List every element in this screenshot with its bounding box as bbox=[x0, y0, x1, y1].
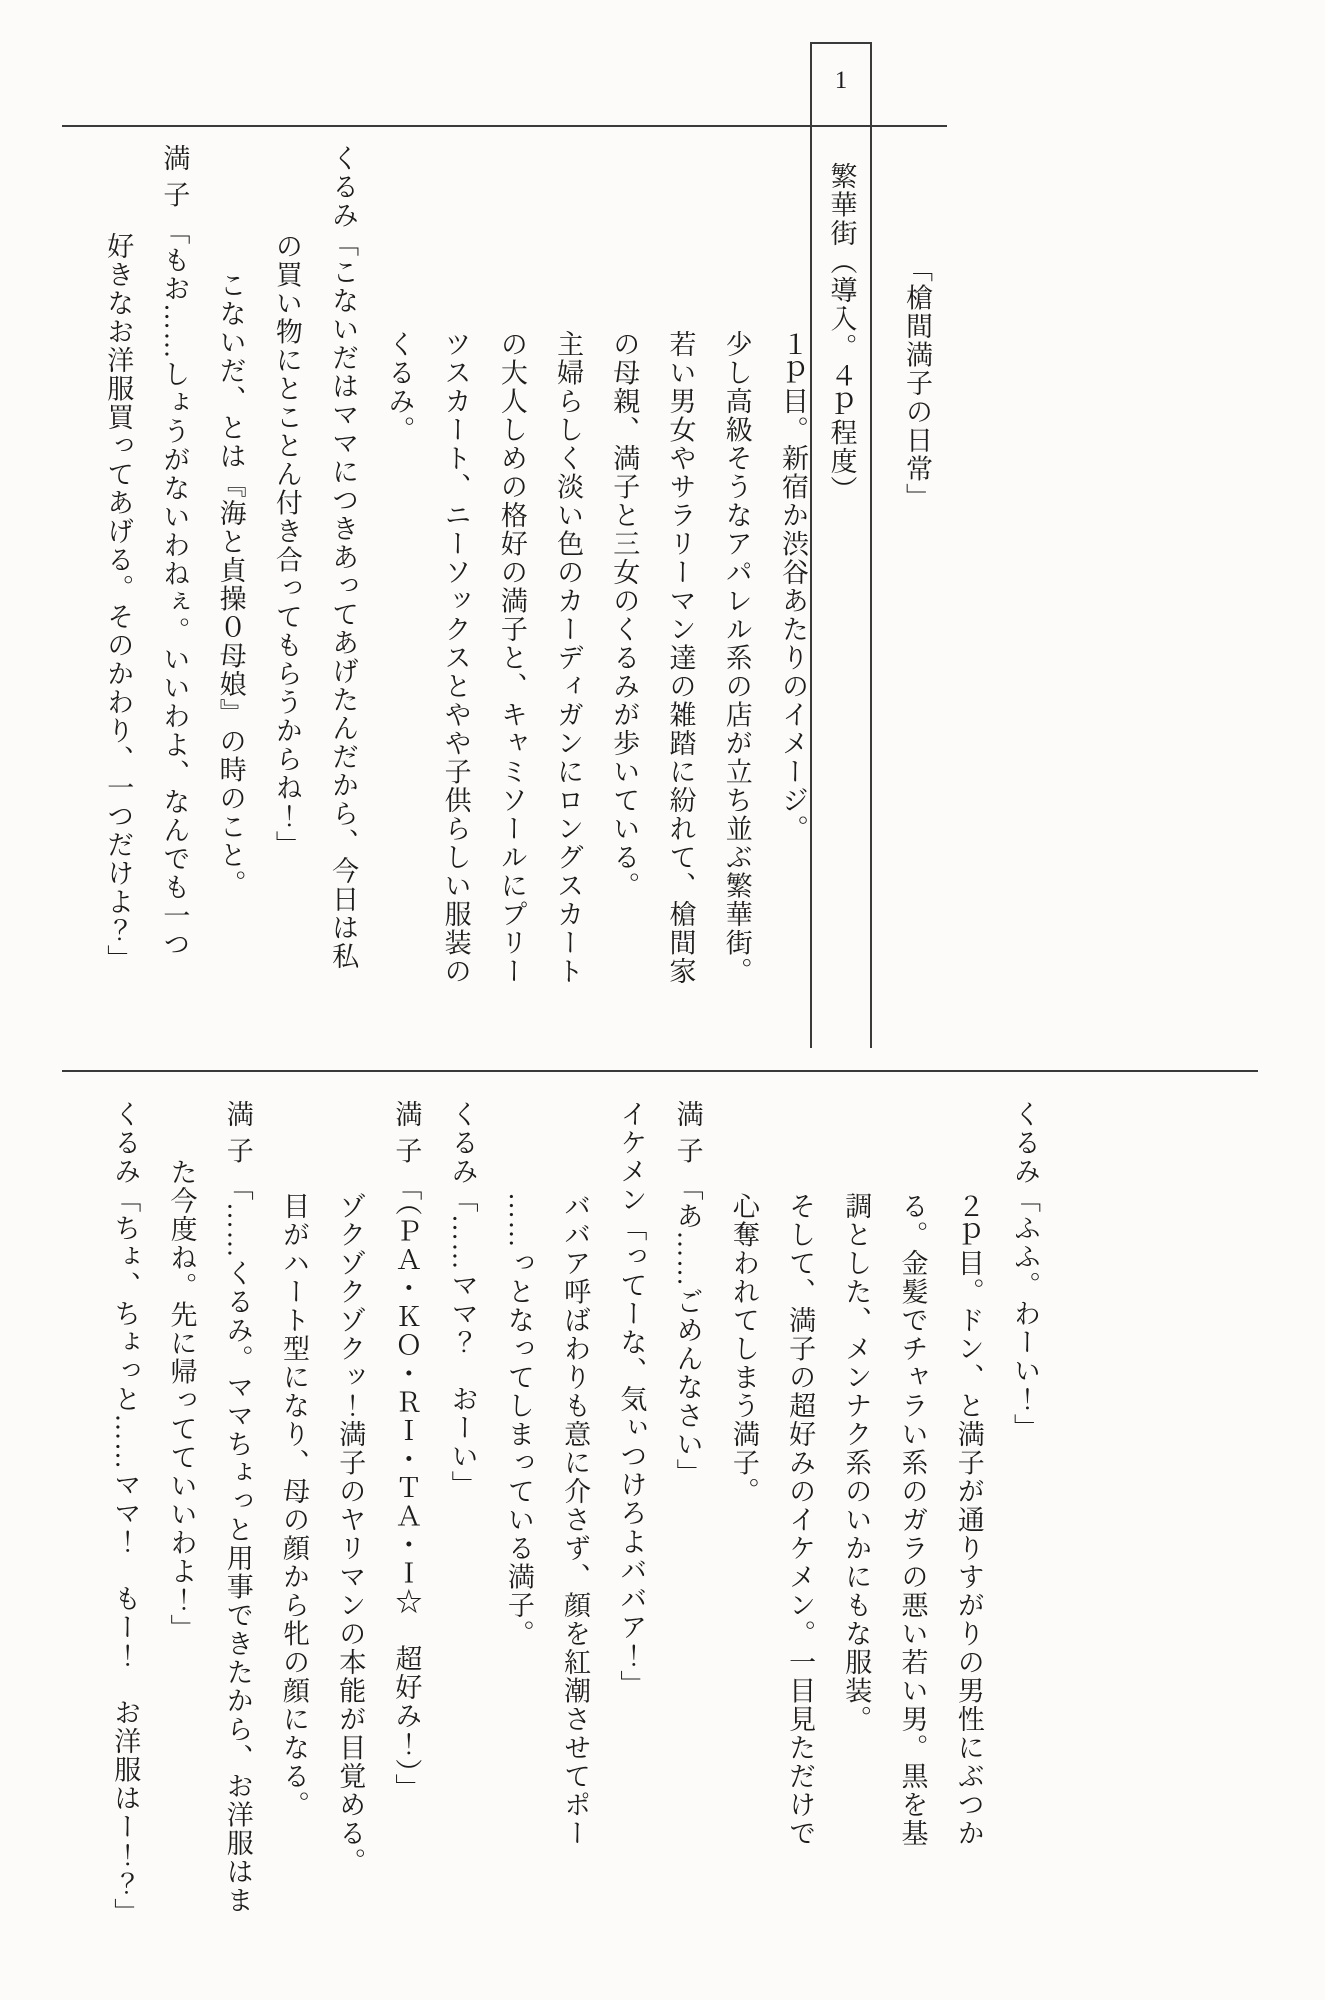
dialogue-line: イケメン「ってーな、気ぃつけろよババア！」 bbox=[616, 1100, 647, 1699]
page-number-box bbox=[810, 42, 872, 1048]
aside-line: こないだ、とは『海と貞操０母娘』の時のこと。 bbox=[215, 271, 246, 898]
dialogue-line: くるみ「こないだはママにつきあってあげたんだから、今日は私 bbox=[328, 144, 359, 971]
narration-line: ……っとなってしまっている満子。 bbox=[503, 1192, 534, 1648]
narration-line: ババア呼ばわりも意に介さず、顔を紅潮させてポー bbox=[560, 1192, 591, 1848]
dialogue-cont-line: た今度ね。先に帰ってていいわよ！」 bbox=[166, 1158, 197, 1643]
narration-line: １ｐ目。新宿か渋谷あたりのイメージ。 bbox=[778, 330, 808, 843]
script-title: 「槍間満子の日常」 bbox=[902, 255, 932, 512]
dialogue-cont-line: の買い物にとことん付き合ってもらうからね！」 bbox=[271, 232, 302, 859]
dialogue-cont-line: 好きなお洋服買ってあげる。そのかわり、一つだけよ？」 bbox=[103, 232, 134, 973]
narration-line: 目がハート型になり、母の顔から牝の顔になる。 bbox=[278, 1192, 309, 1819]
dialogue-line: くるみ「ふふ。わーい！」 bbox=[1010, 1100, 1040, 1442]
narration-line: ２ｐ目。ドン、と満子が通りすがりの男性にぶつか bbox=[953, 1192, 984, 1848]
narration-line: る。金髪でチャラい系のガラの悪い若い男。黒を基 bbox=[897, 1192, 928, 1848]
narration-line: 調とした、メンナク系のいかにもな服装。 bbox=[841, 1192, 872, 1734]
narration-line: 少し高級そうなアパレル系の店が立ち並ぶ繁華街。 bbox=[721, 330, 752, 986]
bottom-section bbox=[84, 1072, 1040, 2000]
narration-line: の大人しめの格好の満子と、キャミソールにプリー bbox=[496, 330, 527, 986]
narration-line: ゾクゾクゾクッ！満子のヤリマンの本能が目覚める。 bbox=[335, 1192, 366, 1876]
dialogue-line: くるみ「ちょ、ちょっと……ママ！ もー！ お洋服はー！？」 bbox=[110, 1100, 141, 1927]
top-section bbox=[77, 126, 808, 1070]
dialogue-line: 満 子 「もお……しょうがないわねぇ。いいわよ、なんでも一つ bbox=[159, 144, 190, 959]
scene-heading: 繁華街（導入。４ｐ程度） bbox=[826, 162, 857, 504]
narration-line: 主婦らしく淡い色のカーディガンにロングスカート bbox=[553, 330, 584, 986]
dialogue-line: 満 子 「……くるみ。ママちょっと用事できたから、お洋服はま bbox=[222, 1100, 253, 1915]
narration-line: 心奪われてしまう満子。 bbox=[728, 1192, 759, 1506]
dialogue-line: 満 子 「（ＰＡ・ＫＯ・ＲＩ・ＴＡ・Ｉ☆ 超好み！）」 bbox=[391, 1100, 422, 1802]
page-number: 1 bbox=[834, 67, 848, 94]
narration-line: ツスカート、ニーソックスとやや子供らしい服装の bbox=[440, 330, 471, 986]
narration-line: くるみ。 bbox=[384, 330, 415, 444]
narration-line: の母親、満子と三女のくるみが歩いている。 bbox=[609, 330, 640, 900]
dialogue-line: 満 子 「あ……ごめんなさい」 bbox=[672, 1100, 703, 1487]
narration-line: そして、満子の超好みのイケメン。一目見ただけで bbox=[785, 1192, 816, 1848]
dialogue-line: くるみ「……ママ？ おーい」 bbox=[447, 1100, 478, 1499]
narration-line: 若い男女やサラリーマン達の雑踏に紛れて、槍間家 bbox=[665, 330, 696, 986]
